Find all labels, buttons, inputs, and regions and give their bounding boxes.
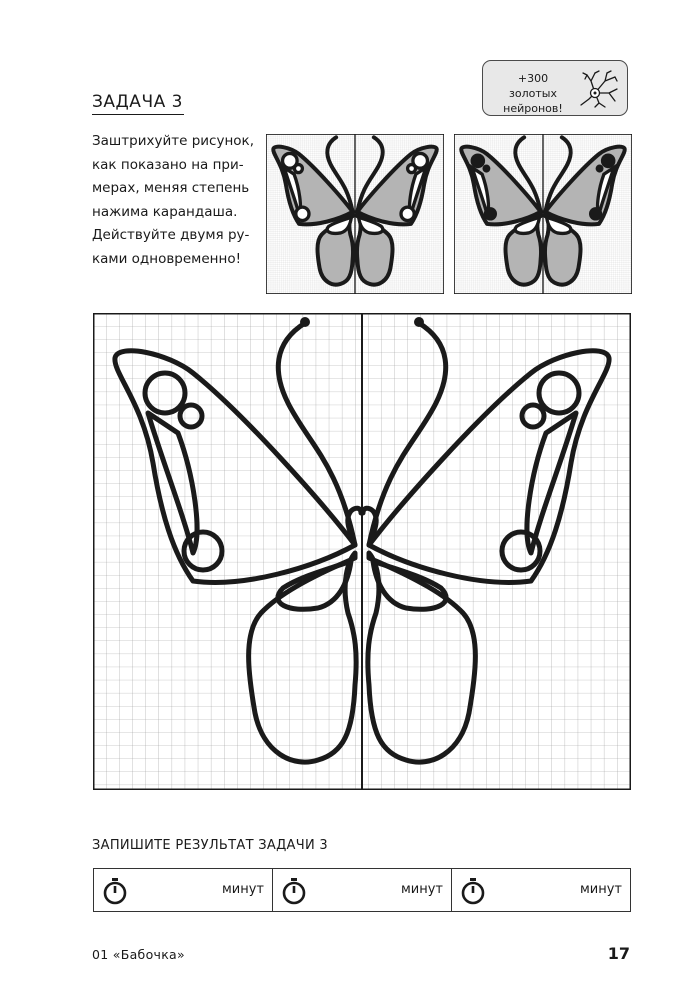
minutes-label: минут	[579, 882, 622, 897]
example-butterfly-2	[454, 134, 632, 294]
result-table	[93, 868, 631, 912]
minutes-label: минут	[221, 882, 264, 897]
page-number: 17	[607, 944, 630, 963]
reward-text	[493, 71, 573, 116]
result-cell-1[interactable]	[94, 869, 273, 911]
stopwatch-icon	[281, 877, 307, 905]
footer-section: 01 «Бабочка»	[92, 947, 185, 962]
instructions	[92, 130, 254, 271]
instruction-line: как показано на при-	[92, 156, 244, 173]
stopwatch-icon	[102, 877, 128, 905]
reward-badge	[482, 60, 628, 116]
instruction-line: нажима карандаша.	[92, 203, 238, 220]
example-butterfly-1	[266, 134, 444, 294]
instruction-line: мерах, меняя степень	[92, 180, 250, 196]
reward-line-1: +300 золотых	[509, 72, 557, 100]
neuron-icon	[577, 69, 619, 109]
stopwatch-icon	[460, 877, 486, 905]
instruction-line: ками одновременно!	[92, 250, 242, 267]
minutes-label: минут	[400, 882, 443, 897]
result-cell-3[interactable]	[452, 869, 630, 911]
main-butterfly-grid[interactable]	[93, 313, 631, 790]
instruction-line: Заштрихуйте рисунок,	[92, 133, 254, 149]
title-underline	[92, 114, 184, 115]
reward-line-2: нейронов!	[503, 102, 563, 115]
task-title: ЗАДАЧА 3	[92, 92, 183, 112]
result-cell-2[interactable]	[273, 869, 452, 911]
result-title: ЗАПИШИТЕ РЕЗУЛЬТАТ ЗАДАЧИ 3	[92, 838, 328, 853]
instruction-line: Действуйте двумя ру-	[92, 227, 250, 243]
